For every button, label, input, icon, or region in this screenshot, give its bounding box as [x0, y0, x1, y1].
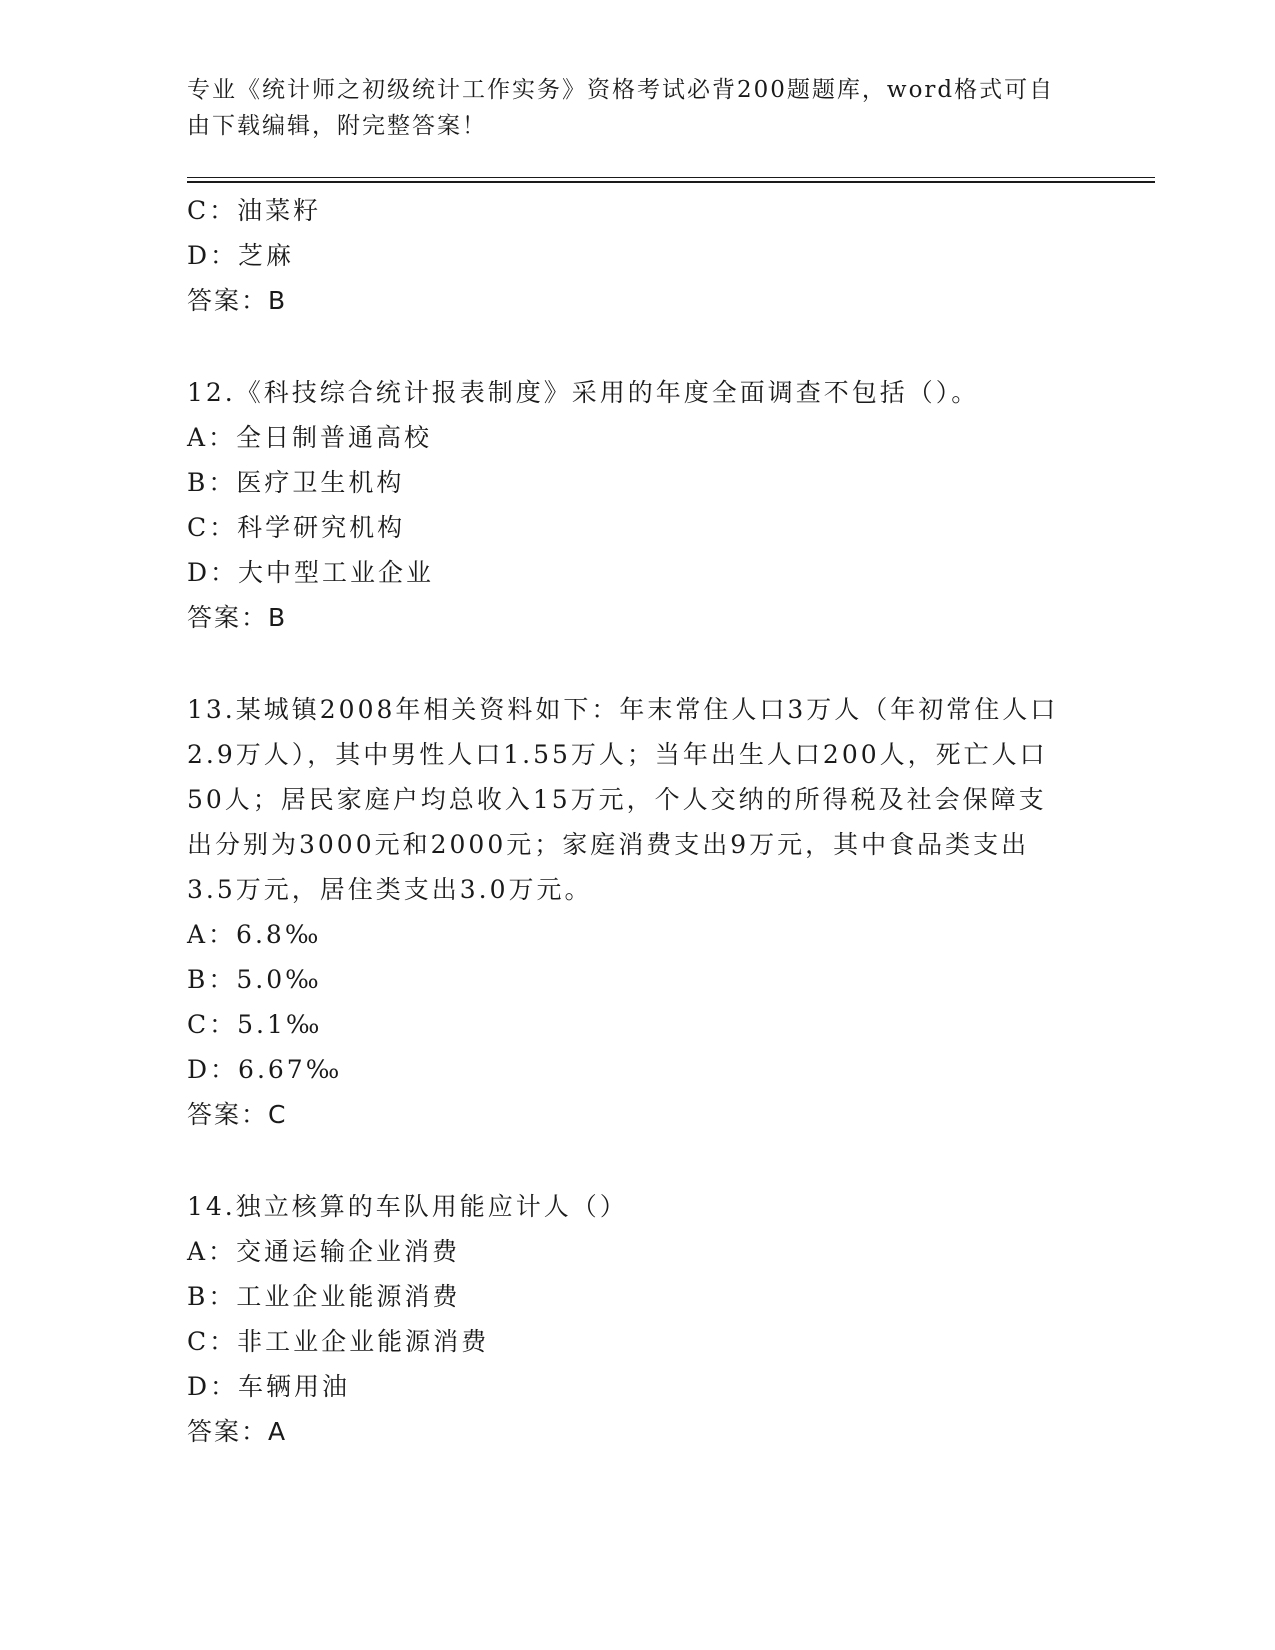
- option-c: C：科学研究机构: [187, 513, 406, 542]
- answer-line: 答案：B: [187, 286, 288, 315]
- question-13: [187, 687, 1087, 1137]
- option-a: A：6.8‰: [187, 920, 322, 949]
- option-d: D：6.67‰: [187, 1055, 343, 1084]
- question-11-tail: [187, 188, 1087, 323]
- question-12: [187, 370, 1087, 640]
- spacer: [187, 640, 1087, 687]
- option-a: A：全日制普通高校: [187, 423, 433, 452]
- question-stem: 13.某城镇2008年相关资料如下：年末常住人口3万人（年初常住人口2.9万人），其中男性人口1.55万人；当年出生人口200人，死亡人口50人；居民家庭户均总收入15万元，个人交纳的所得税及社会保障支出分别为3000元和2000元；家庭消费支出9万元，其中食品类支出3.5万元，居住类支出3.0万元。: [187, 695, 1059, 904]
- question-stem: 12.《科技综合统计报表制度》采用的年度全面调查不包括（）。: [187, 378, 980, 407]
- option-c: C：5.1‰: [187, 1010, 323, 1039]
- spacer: [187, 1137, 1087, 1184]
- header-divider-thin: [187, 177, 1155, 178]
- question-list: [187, 188, 1087, 1454]
- option-c: C：非工业企业能源消费: [187, 1327, 490, 1356]
- answer-line: 答案：C: [187, 1100, 288, 1129]
- option-b: B：工业企业能源消费: [187, 1282, 461, 1311]
- question-stem: 14.独立核算的车队用能应计人（）: [187, 1192, 628, 1221]
- answer-line: 答案：A: [187, 1417, 288, 1446]
- answer-line: 答案：B: [187, 603, 288, 632]
- document-header: 专业《统计师之初级统计工作实务》资格考试必背200题题库，word格式可自由下载编辑，附完整答案！: [187, 77, 1055, 139]
- option-b: B：医疗卫生机构: [187, 468, 405, 497]
- option-d: D：车辆用油: [187, 1372, 351, 1401]
- option-c: C：油菜籽: [187, 196, 322, 225]
- option-d: D：大中型工业企业: [187, 558, 435, 587]
- spacer: [187, 323, 1087, 370]
- question-14: [187, 1184, 1087, 1454]
- option-a: A：交通运输企业消费: [187, 1237, 461, 1266]
- option-b: B：5.0‰: [187, 965, 322, 994]
- option-d: D：芝麻: [187, 241, 295, 270]
- header-divider-thick: [187, 181, 1155, 183]
